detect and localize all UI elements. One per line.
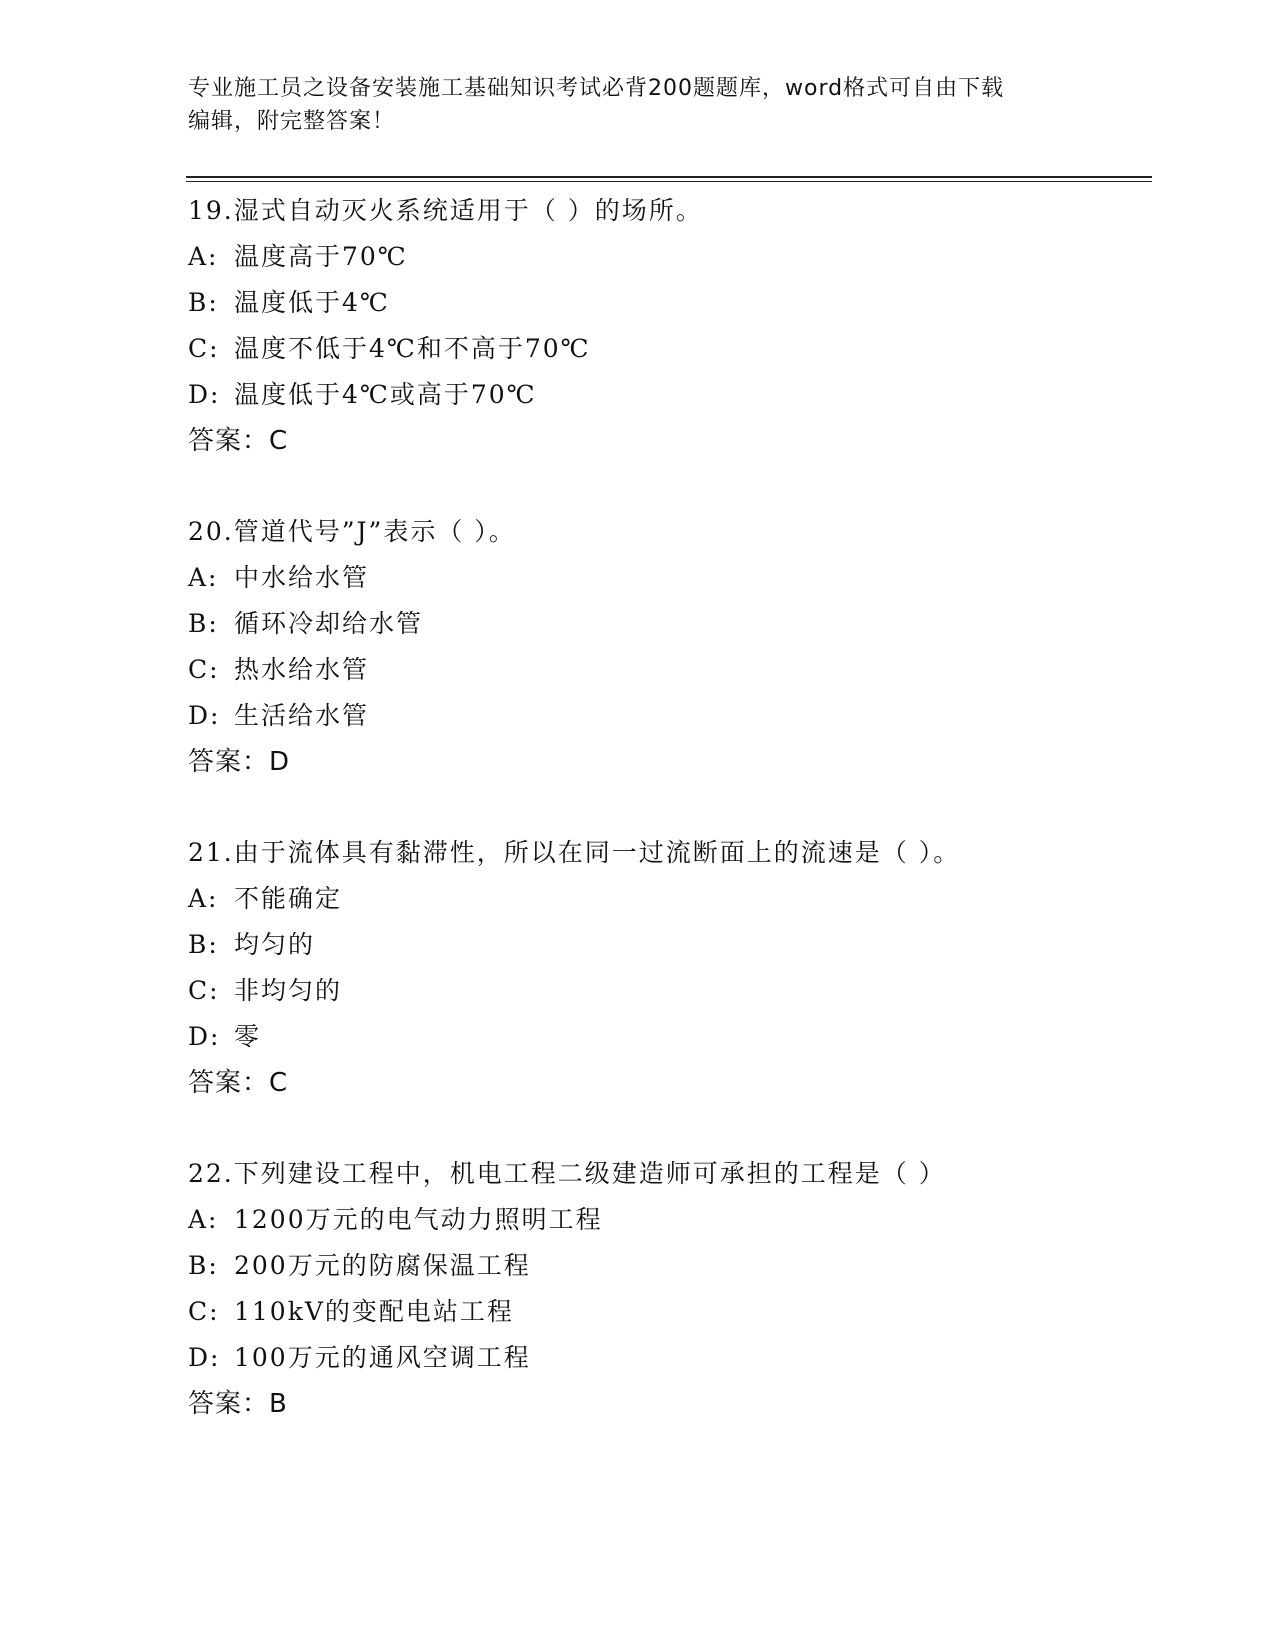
option-label: D: bbox=[188, 1343, 221, 1372]
option-text: 不能确定 bbox=[234, 884, 343, 913]
header-divider-thick bbox=[186, 176, 1152, 178]
question-list bbox=[188, 188, 1188, 1472]
option-label: C: bbox=[188, 655, 220, 684]
answer-line: 答案：D bbox=[188, 747, 291, 777]
option-text: 循环冷却给水管 bbox=[234, 609, 424, 638]
answer-line: 答案：B bbox=[188, 1389, 288, 1419]
option-text: 生活给水管 bbox=[234, 701, 370, 730]
option-label: A: bbox=[188, 563, 219, 592]
question-22 bbox=[188, 1151, 1188, 1427]
option-text: 非均匀的 bbox=[234, 976, 343, 1005]
option-d bbox=[188, 1335, 1188, 1381]
option-b bbox=[188, 280, 1188, 326]
option-label: A: bbox=[188, 242, 219, 271]
option-a bbox=[188, 234, 1188, 280]
answer-line: 答案：C bbox=[188, 1068, 289, 1098]
option-label: C: bbox=[188, 976, 220, 1005]
option-text: 零 bbox=[234, 1022, 262, 1051]
option-text: 温度高于70℃ bbox=[234, 242, 408, 271]
option-text: 1200万元的电气动力照明工程 bbox=[234, 1205, 603, 1234]
option-d bbox=[188, 693, 1188, 739]
option-text: 200万元的防腐保温工程 bbox=[234, 1251, 531, 1280]
question-stem: 20.管道代号”J”表示（ ）。 bbox=[188, 517, 516, 546]
header-line-2: 编辑，附完整答案！ bbox=[188, 109, 396, 134]
header-line-1: 专业施工员之设备安装施工基础知识考试必背200题题库，word格式可自由下载 bbox=[188, 76, 1005, 101]
option-text: 100万元的通风空调工程 bbox=[234, 1343, 531, 1372]
option-b bbox=[188, 922, 1188, 968]
option-c bbox=[188, 968, 1188, 1014]
option-c bbox=[188, 1289, 1188, 1335]
option-d bbox=[188, 372, 1188, 418]
option-text: 均匀的 bbox=[234, 930, 316, 959]
option-text: 温度不低于4℃和不高于70℃ bbox=[234, 334, 591, 363]
question-stem: 22.下列建设工程中，机电工程二级建造师可承担的工程是（ ） bbox=[188, 1159, 946, 1188]
option-c bbox=[188, 647, 1188, 693]
option-label: B: bbox=[188, 930, 219, 959]
option-text: 温度低于4℃或高于70℃ bbox=[234, 380, 537, 409]
option-label: B: bbox=[188, 288, 219, 317]
question-20 bbox=[188, 509, 1188, 785]
option-label: A: bbox=[188, 884, 219, 913]
question-19 bbox=[188, 188, 1188, 464]
option-text: 温度低于4℃ bbox=[234, 288, 390, 317]
option-b bbox=[188, 1243, 1188, 1289]
option-text: 热水给水管 bbox=[234, 655, 370, 684]
option-label: C: bbox=[188, 334, 220, 363]
option-label: B: bbox=[188, 609, 219, 638]
option-a bbox=[188, 1197, 1188, 1243]
option-b bbox=[188, 601, 1188, 647]
header-divider-thin bbox=[186, 181, 1152, 182]
document-header bbox=[188, 72, 1088, 138]
option-text: 中水给水管 bbox=[234, 563, 370, 592]
question-21 bbox=[188, 830, 1188, 1106]
option-d bbox=[188, 1014, 1188, 1060]
option-a bbox=[188, 876, 1188, 922]
option-label: D: bbox=[188, 701, 221, 730]
question-stem: 19.湿式自动灭火系统适用于（ ）的场所。 bbox=[188, 196, 703, 225]
option-text: 110kV的变配电站工程 bbox=[234, 1297, 514, 1326]
option-label: B: bbox=[188, 1251, 219, 1280]
question-stem: 21.由于流体具有黏滞性，所以在同一过流断面上的流速是（ ）。 bbox=[188, 838, 961, 867]
option-a bbox=[188, 555, 1188, 601]
option-label: D: bbox=[188, 1022, 221, 1051]
option-label: C: bbox=[188, 1297, 220, 1326]
option-label: A: bbox=[188, 1205, 219, 1234]
option-label: D: bbox=[188, 380, 221, 409]
option-c bbox=[188, 326, 1188, 372]
answer-line: 答案：C bbox=[188, 426, 289, 456]
